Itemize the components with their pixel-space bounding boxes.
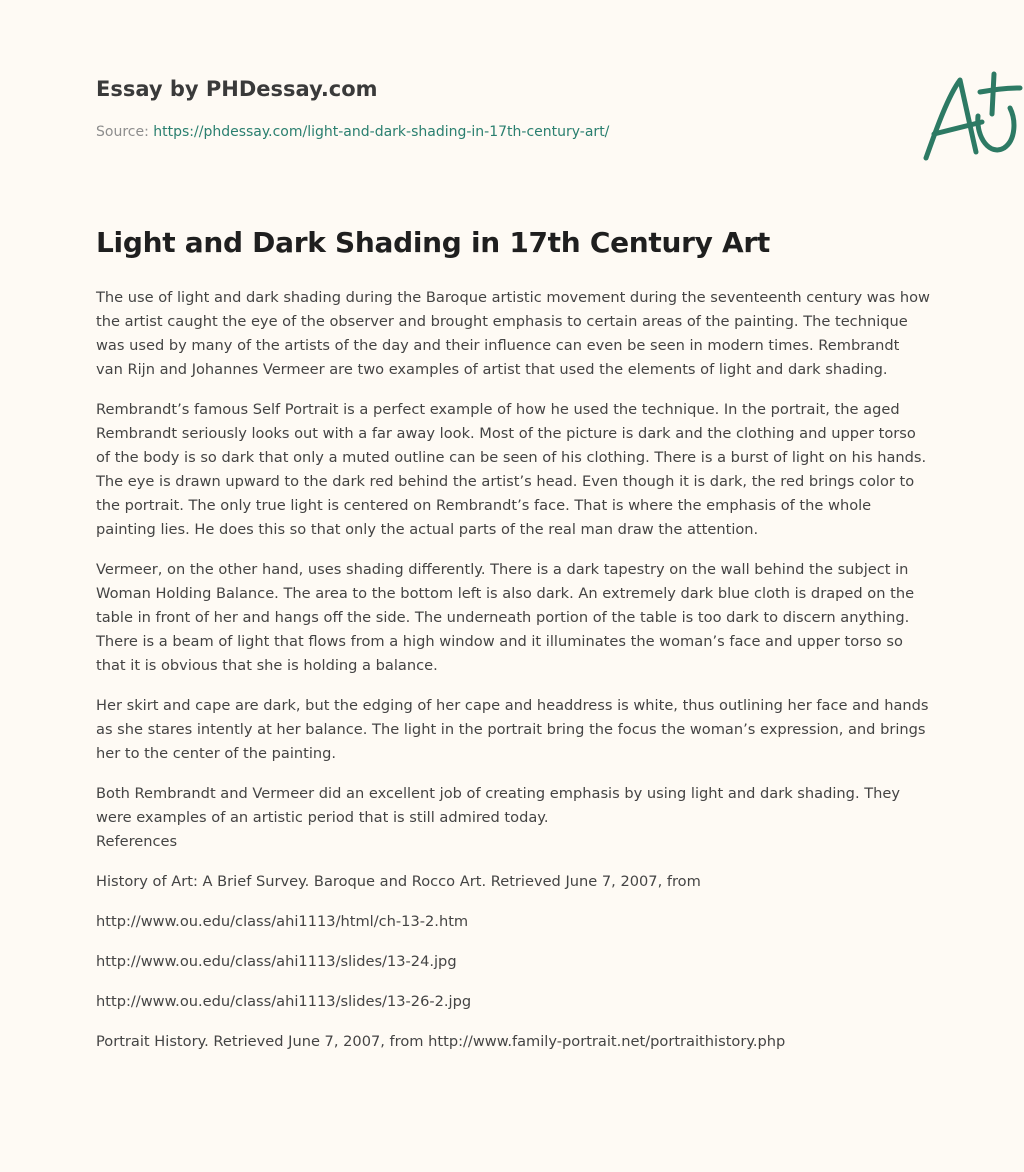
reference-item: Portrait History. Retrieved June 7, 2007, from http://www.family-portrait.net/portraithistory.php: [96, 1033, 786, 1050]
essay-paragraph: Her skirt and cape are dark, but the edging of her cape and headdress is white, thus outlining her face and hands as she stares intently at her balance. The light in the portrait bring the focus the woman’s expression, and brings her to the center of the painting.: [96, 697, 929, 762]
references-heading: References: [96, 833, 178, 850]
source-line: [96, 124, 609, 140]
source-label: Source:: [96, 124, 149, 140]
a-plus-logo-icon: [920, 68, 1024, 164]
essay-body: [96, 286, 930, 1070]
closing-paragraph: Both Rembrandt and Vermeer did an excellent job of creating emphasis by using light and dark shading. They were examples of an artistic period that is still admired today.: [96, 785, 900, 826]
source-link[interactable]: https://phdessay.com/light-and-dark-shading-in-17th-century-art/: [153, 124, 610, 140]
essay-title: Light and Dark Shading in 17th Century Art: [96, 226, 771, 259]
essay-paragraph: Vermeer, on the other hand, uses shading differently. There is a dark tapestry on the wall behind the subject in Woman Holding Balance. The area to the bottom left is also dark. An extremely dark blue cloth is draped on the table in front of her and hangs off the side. The underneath portion of the table is too dark to discern anything. There is a beam of light that flows from a high window and it illuminates the woman’s face and upper torso so that it is obvious that she is holding a balance.: [96, 561, 915, 674]
essay-paragraph: Rembrandt’s famous Self Portrait is a perfect example of how he used the technique. In the portrait, the aged Rembrandt seriously looks out with a far away look. Most of the picture is dark and the clothing and upper torso of the body is so dark that only a muted outline can be seen of his clothing. There is a burst of light on his hands. The eye is drawn upward to the dark red behind the artist’s head. Even though it is dark, the red brings color to the portrait. The only true light is centered on Rembrandt’s face. That is where the emphasis of the whole painting lies. He does this so that only the actual parts of the real man draw the attention.: [96, 401, 927, 538]
reference-link[interactable]: http://www.ou.edu/class/ahi1113/slides/13-26-2.jpg: [96, 993, 472, 1010]
reference-item: History of Art: A Brief Survey. Baroque and Rocco Art. Retrieved June 7, 2007, from: [96, 873, 701, 890]
essay-paragraph: The use of light and dark shading during the Baroque artistic movement during the seventeenth century was how the artist caught the eye of the observer and brought emphasis to certain areas of the painting. The technique was used by many of the artists of the day and their influence can even be seen in modern times. Rembrandt van Rijn and Johannes Vermeer are two examples of artist that used the elements of light and dark shading.: [96, 289, 930, 378]
reference-link[interactable]: http://www.ou.edu/class/ahi1113/slides/13-24.jpg: [96, 953, 457, 970]
reference-link[interactable]: http://www.ou.edu/class/ahi1113/html/ch-13-2.htm: [96, 913, 469, 930]
site-title: Essay by PHDessay.com: [96, 77, 378, 101]
